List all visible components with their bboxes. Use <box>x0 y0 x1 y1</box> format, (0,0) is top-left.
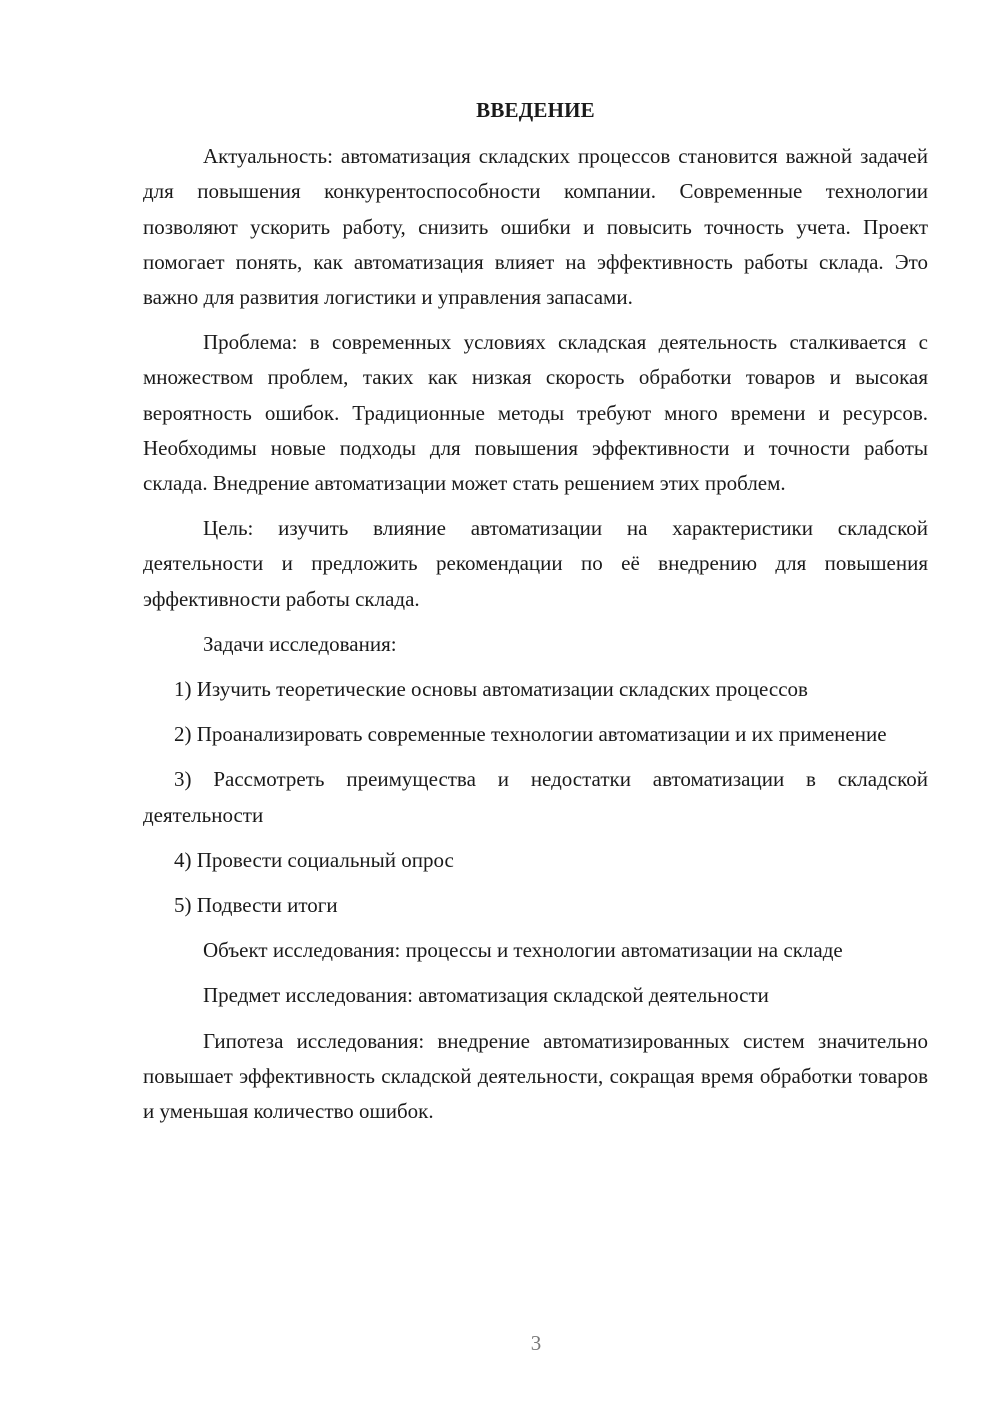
document-page <box>143 93 928 1139</box>
goal-paragraph: Цель: изучить влияние автоматизации на характеристики складской деятельности и предложить рекомендации по её внедрению для повышения эффективности работы склада. <box>143 516 928 611</box>
subject-paragraph: Предмет исследования: автоматизация складской деятельности <box>203 983 769 1008</box>
tasks-heading: Задачи исследования: <box>203 631 397 656</box>
list-item: 1) Изучить теоретические основы автоматизации складских процессов <box>174 677 808 702</box>
relevance-paragraph: Актуальность: автоматизация складских процессов становится важной задачей для повышения конкурентоспособности компании. Современные технологии позволяют ускорить работу, снизить ошибки и повысить точность учета. Проект помогает понять, как автоматизация влияет на эффективность работы склада. Это важно для развития логистики и управления запасами. <box>143 144 928 310</box>
list-item: 5) Подвести итоги <box>174 893 338 918</box>
hypothesis-paragraph: Гипотеза исследования: внедрение автоматизированных систем значительно повышает эффективность складской деятельности, сокращая время обработки товаров и уменьшая количество ошибок. <box>143 1028 928 1124</box>
list-item: 3) Рассмотреть преимущества и недостатки автоматизации в складской деятельности <box>143 767 928 827</box>
problem-paragraph: Проблема: в современных условиях складская деятельность сталкивается с множеством проблем, таких как низкая скорость обработки товаров и высокая вероятность ошибок. Традиционные методы требуют много времени и ресурсов. Необходимы новые подходы для повышения эффективности и точности работы склада. Внедрение автоматизации может стать решением этих проблем. <box>143 330 928 496</box>
object-paragraph: Объект исследования: процессы и технологии автоматизации на складе <box>203 938 843 963</box>
list-item: 2) Проанализировать современные технологии автоматизации и их применение <box>174 722 887 747</box>
tasks-list <box>143 672 928 923</box>
page-number: 3 <box>530 1331 542 1355</box>
page-title: ВВЕДЕНИЕ <box>476 98 595 122</box>
list-item: 4) Провести социальный опрос <box>174 847 454 872</box>
